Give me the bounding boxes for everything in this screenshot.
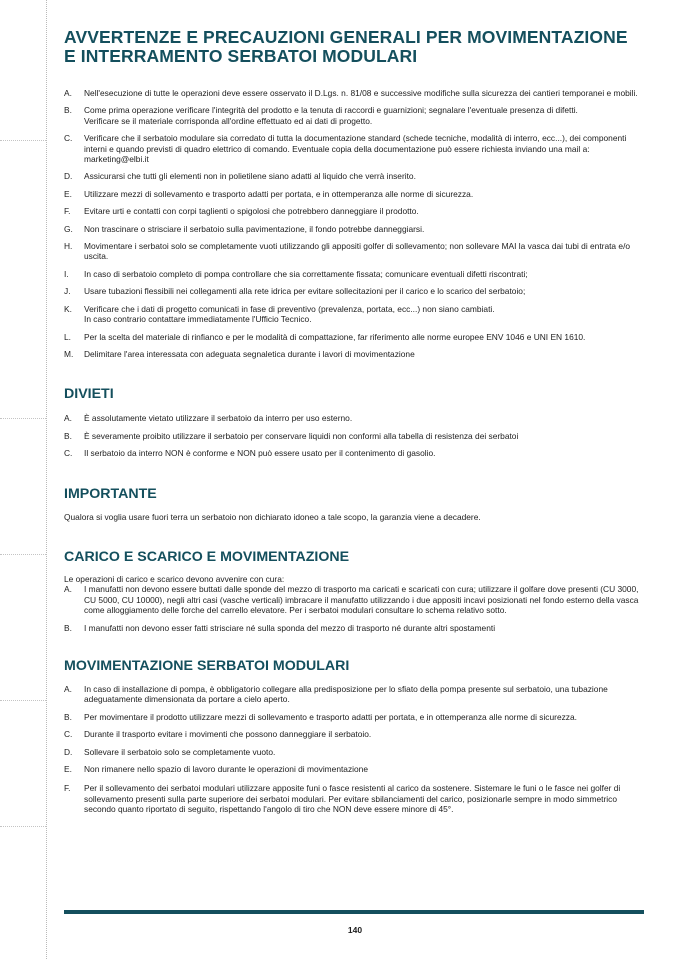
list-item — [64, 224, 642, 234]
item-text: Il serbatoio da interro NON è conforme e NON può essere usato per il contenimento di gasolio. — [84, 448, 436, 459]
list-item — [64, 286, 642, 296]
item-text: Utilizzare mezzi di sollevamento e trasporto adatti per portata, e in ottemperanza alle norme di sicurezza. — [84, 188, 474, 199]
carico-list — [64, 584, 642, 633]
item-marker: E. — [64, 188, 72, 199]
item-text-secondary: Verificare se il materiale corrisponda all'ordine effettuato ed ai dati di progetto. — [84, 115, 373, 126]
margin-guide — [0, 826, 46, 827]
item-marker: G. — [64, 223, 73, 234]
item-text: Assicurarsi che tutti gli elementi non in polietilene siano adatti al liquido che verrà inserito. — [84, 171, 416, 182]
page-number: 140 — [347, 925, 363, 935]
item-marker: A. — [64, 413, 72, 424]
item-marker: B. — [64, 711, 72, 722]
list-item — [64, 764, 642, 774]
item-marker: A. — [64, 88, 72, 98]
item-text: Per la scelta del materiale di rinfianco e per le modalità di compattazione, far riferimento alle norme europee ENV 1046 e UNI EN 1610. — [84, 331, 586, 342]
item-text: Evitare urti e contatti con corpi taglienti o spigolosi che potrebbero danneggiare il prodotto. — [84, 206, 419, 217]
item-marker: A. — [64, 584, 72, 595]
item-text: È assolutamente vietato utilizzare il serbatoio da interro per uso esterno. — [84, 413, 353, 424]
item-marker: F. — [64, 206, 71, 217]
general-precautions-list — [64, 88, 642, 359]
list-item — [64, 304, 642, 325]
list-item — [64, 783, 642, 814]
divieti-list — [64, 413, 642, 458]
page-title: AVVERTENZE E PRECAUZIONI GENERALI PER MOVIMENTAZIONE E INTERRAMENTO SERBATOI MODULARI — [64, 27, 628, 66]
item-text: Verificare che i dati di progetto comunicati in fase di preventivo (prevalenza, portata, ecc...) non siano cambiati. — [84, 303, 495, 314]
item-text: Delimitare l'area interessata con adeguata segnaletica durante i lavori di movimentazione — [84, 348, 415, 359]
item-marker: B. — [64, 622, 72, 633]
list-item — [64, 684, 642, 705]
item-text: I manufatti non devono esser fatti strisciare né sulla sponda del mezzo di trasporto né durante altri spostamenti — [84, 622, 496, 633]
item-text: In caso di serbatoio completo di pompa controllare che sia correttamente fissata; comunicare eventuali difetti riscontrati; — [84, 268, 528, 279]
list-item — [64, 448, 642, 458]
margin-guide — [0, 554, 46, 555]
section-heading-importante: IMPORTANTE — [64, 485, 157, 502]
list-item — [64, 712, 642, 722]
item-text: In caso di installazione di pompa, è obbligatorio collegare alla predisposizione per lo sfiato della pompa presente sul serbatoio, una tubazione adeguatamente dimensionata da portare a cielo aperto. — [84, 683, 608, 705]
item-text: Sollevare il serbatoio solo se completamente vuoto. — [84, 746, 276, 757]
list-item — [64, 241, 642, 262]
list-item — [64, 349, 642, 359]
item-text: Movimentare i serbatoi solo se completamente vuoti utilizzando gli appositi golfer di sollevamento; non sollevare MAI la vasca dai tubi di entrata e/o uscita. — [84, 241, 631, 262]
section-heading-divieti: DIVIETI — [64, 386, 114, 403]
list-item — [64, 88, 642, 98]
list-item — [64, 269, 642, 279]
list-item — [64, 413, 642, 423]
item-marker: H. — [64, 241, 73, 252]
list-item — [64, 189, 642, 199]
carico-intro: Le operazioni di carico e scarico devono avvenire con cura: — [64, 573, 285, 584]
item-marker: E. — [64, 764, 72, 774]
item-marker: L. — [64, 331, 71, 342]
list-item — [64, 623, 642, 633]
item-marker: C. — [64, 729, 73, 740]
item-text: Non rimanere nello spazio di lavoro durante le operazioni di movimentazione — [84, 764, 368, 774]
list-item — [64, 206, 642, 216]
item-marker: K. — [64, 303, 72, 314]
page-content — [64, 28, 642, 815]
list-item — [64, 584, 642, 615]
item-marker: J. — [64, 286, 71, 297]
item-marker: D. — [64, 171, 73, 182]
item-marker: I. — [64, 268, 69, 279]
margin-guide — [0, 700, 46, 701]
item-marker: F. — [64, 783, 71, 794]
list-item — [64, 747, 642, 757]
item-text: Per movimentare il prodotto utilizzare mezzi di sollevamento e trasporto adatti per portata, e in ottemperanza alle norme di sicurezza. — [84, 711, 577, 722]
item-text: Verificare che il serbatoio modulare sia corredato di tutta la documentazione standard (schede tecniche, modalità di interro, ecc...), dei componenti interni e quando previsti di quadro elettrico di comando. Eventuale copia della documentazione può essere richiesta inviando una mail a: marketing@elbi.it — [84, 133, 627, 165]
list-item — [64, 105, 642, 126]
margin-dotted-line — [46, 0, 47, 959]
section-heading-carico: CARICO E SCARICO E MOVIMENTAZIONE — [64, 548, 350, 565]
list-item — [64, 133, 642, 164]
item-marker: C. — [64, 133, 73, 144]
item-text: Come prima operazione verificare l'integrità del prodotto e la tenuta di raccordi e guarnizioni; segnalare l'eventuale presenza di difetti. — [84, 105, 578, 116]
list-item — [64, 729, 642, 739]
list-item — [64, 332, 642, 342]
item-text: I manufatti non devono essere buttati dalle sponde del mezzo di trasporto ma caricati e scaricati con cura; utilizzare il golfare dove presenti (CU 3000, CU 5000, CU 10000), negli altri casi (vasche verticali) imbracare il manufatto utilizzando i due appositi incavi posizionati nel fondo esterno della vasca come alloggiamento delle forche del carrello elevatore. Per i serbatoi modulari consultare lo schema relativo sotto. — [84, 584, 639, 616]
importante-text: Qualora si voglia usare fuori terra un serbatoio non dichiarato idoneo a tale scopo, la garanzia viene a decadere. — [64, 511, 481, 522]
item-text: Nell'esecuzione di tutte le operazioni deve essere osservato il D.Lgs. n. 81/08 e successive modifiche sulla sicurezza dei cantieri temporanei e mobili. — [84, 88, 638, 98]
movimentazione-list — [64, 684, 642, 815]
margin-guide — [0, 140, 46, 141]
item-text-secondary: In caso contrario contattare immediatamente l'Ufficio Tecnico. — [84, 314, 312, 325]
section-heading-movimentazione: MOVIMENTAZIONE SERBATOI MODULARI — [64, 657, 350, 674]
item-text: Per il sollevamento dei serbatoi modulari utilizzare apposite funi o fasce resistenti al carico da sostenere. Sistemare le funi o le fasce nei golfer di sollevamento presenti sulla parte superiore dei serbatoi modulari. Per evitare sbilanciamenti del carico, posizionarle sempre in modo simmetrico secondo quanto riportato di seguito, rispettando l'angolo di tiro che NON deve essere minore di 45°. — [84, 783, 621, 815]
item-marker: A. — [64, 683, 72, 694]
item-text: Usare tubazioni flessibili nei collegamenti alla rete idrica per evitare sollecitazioni per il carico e lo scarico del serbatoio; — [84, 286, 526, 297]
item-text: È severamente proibito utilizzare il serbatoio per conservare liquidi non conformi alla tabella di resistenza dei serbatoi — [84, 430, 519, 441]
footer-bar — [64, 910, 644, 914]
item-text: Non trascinare o strisciare il serbatoio sulla pavimentazione, il fondo potrebbe danneggiarsi. — [84, 223, 425, 234]
list-item — [64, 431, 642, 441]
list-item — [64, 171, 642, 181]
margin-guide — [0, 418, 46, 419]
item-marker: D. — [64, 746, 73, 757]
item-marker: M. — [64, 348, 74, 359]
item-marker: C. — [64, 448, 73, 459]
item-marker: B. — [64, 105, 72, 116]
item-text: Durante il trasporto evitare i movimenti che possono danneggiare il serbatoio. — [84, 729, 372, 740]
item-marker: B. — [64, 430, 72, 441]
